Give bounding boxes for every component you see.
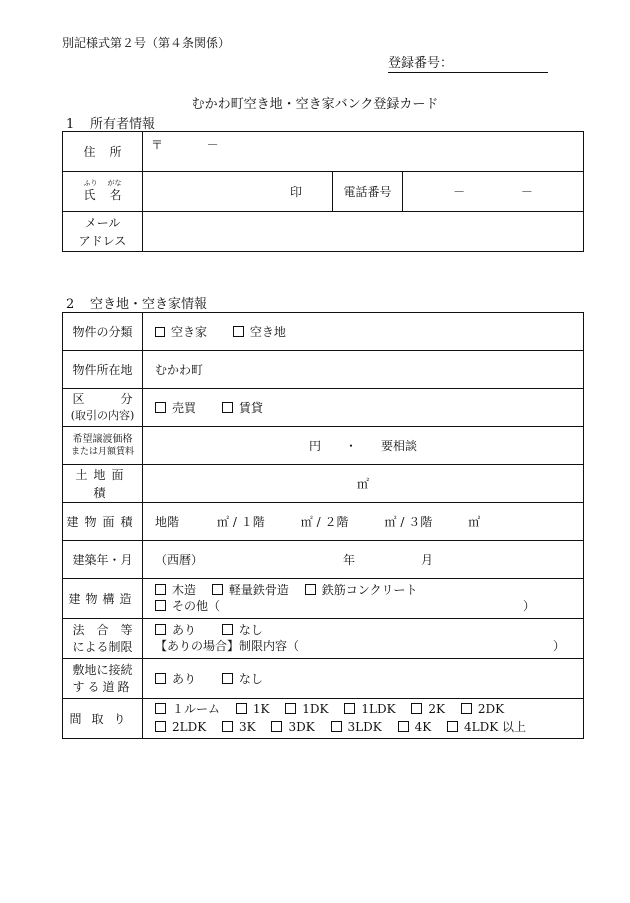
layout-row bbox=[63, 699, 584, 739]
layout-option[interactable]: 4LDK 以上 bbox=[447, 720, 526, 734]
layout-label: 間取り bbox=[63, 699, 143, 739]
layout-options-row-2 bbox=[155, 719, 583, 736]
name-ruby-1: ふり bbox=[83, 178, 98, 187]
structure-wood-option[interactable]: 木造 bbox=[155, 583, 196, 597]
section-1-title: 所有者情報 bbox=[90, 117, 156, 132]
section-1-number: 1 bbox=[66, 117, 75, 132]
form-number: 別記様式第２号（第４条関係） bbox=[62, 36, 231, 50]
checkbox-icon[interactable] bbox=[233, 326, 244, 337]
phone-dash-1: － bbox=[453, 185, 466, 199]
checkbox-icon[interactable] bbox=[461, 703, 472, 714]
road-yes-option[interactable]: あり bbox=[155, 672, 196, 686]
checkbox-icon[interactable] bbox=[398, 721, 409, 732]
section-2-heading bbox=[66, 293, 207, 312]
building-area-field[interactable]: 地階 ㎡ / １階 ㎡ / ２階 ㎡ / ３階 ㎡ bbox=[143, 503, 584, 541]
layout-options-row-1 bbox=[155, 701, 583, 718]
layout-option[interactable]: 1DK bbox=[285, 702, 328, 716]
postal-mark: 〒 bbox=[151, 138, 164, 152]
classification-row bbox=[63, 313, 584, 351]
checkbox-icon[interactable] bbox=[155, 600, 166, 611]
checkbox-icon[interactable] bbox=[285, 703, 296, 714]
name-field[interactable] bbox=[143, 172, 333, 212]
checkbox-icon[interactable] bbox=[305, 584, 316, 595]
category-rent-option[interactable]: 賃貸 bbox=[222, 401, 263, 415]
land-area-field[interactable]: ㎡ bbox=[143, 465, 584, 503]
price-row bbox=[63, 427, 584, 465]
checkbox-icon[interactable] bbox=[212, 584, 223, 595]
structure-row bbox=[63, 579, 584, 619]
location-row bbox=[63, 351, 584, 389]
document-title: むかわ町空き地・空き家バンク登録カード bbox=[191, 97, 439, 112]
layout-option[interactable]: 2LDK bbox=[155, 720, 206, 734]
checkbox-icon[interactable] bbox=[222, 402, 233, 413]
checkbox-icon[interactable] bbox=[236, 703, 247, 714]
price-field[interactable]: 円 ・ 要相談 bbox=[143, 427, 584, 465]
section-2-number: 2 bbox=[66, 297, 75, 312]
name-label: ふり がな 氏 名 bbox=[63, 172, 143, 212]
checkbox-icon[interactable] bbox=[155, 624, 166, 635]
checkbox-icon[interactable] bbox=[155, 721, 166, 732]
checkbox-icon[interactable] bbox=[271, 721, 282, 732]
checkbox-icon[interactable] bbox=[222, 624, 233, 635]
owner-info-table bbox=[62, 131, 584, 252]
restrictions-yes-option[interactable]: あり bbox=[155, 623, 196, 637]
section-1-heading bbox=[66, 113, 155, 132]
building-area-label: 建物面積 bbox=[63, 503, 143, 541]
checkbox-icon[interactable] bbox=[155, 584, 166, 595]
road-row bbox=[63, 659, 584, 699]
classification-vacant-house-option[interactable]: 空き家 bbox=[155, 325, 207, 339]
checkbox-icon[interactable] bbox=[344, 703, 355, 714]
layout-option[interactable]: 4K bbox=[398, 720, 432, 734]
section-2-title: 空き地・空き家情報 bbox=[90, 297, 208, 312]
built-date-field[interactable]: （西暦） 年 月 bbox=[143, 541, 584, 579]
postal-dash: － bbox=[206, 138, 219, 152]
layout-option[interactable]: 2DK bbox=[461, 702, 504, 716]
restrictions-no-option[interactable]: なし bbox=[222, 623, 263, 637]
land-area-label bbox=[63, 465, 143, 503]
checkbox-icon[interactable] bbox=[222, 673, 233, 684]
phone-field[interactable] bbox=[403, 172, 584, 212]
category-label: 区 分 (取引の内容) bbox=[63, 389, 143, 427]
price-label: 希望譲渡価格 または月額賃料 bbox=[63, 427, 143, 465]
location-label: 物件所在地 bbox=[63, 351, 143, 389]
address-field[interactable] bbox=[143, 132, 584, 172]
checkbox-icon[interactable] bbox=[222, 721, 233, 732]
location-field[interactable] bbox=[143, 351, 584, 389]
structure-label: 建物構造 bbox=[63, 579, 143, 619]
road-label: 敷地に接続 する道路 bbox=[63, 659, 143, 699]
layout-option[interactable]: 3K bbox=[222, 720, 256, 734]
structure-reinforced-concrete-option[interactable]: 鉄筋コンクリート bbox=[305, 583, 418, 597]
checkbox-icon[interactable] bbox=[155, 402, 166, 413]
checkbox-icon[interactable] bbox=[447, 721, 458, 732]
email-field[interactable] bbox=[143, 212, 584, 252]
land-area-label-text: 土地面積 bbox=[75, 467, 130, 500]
layout-option[interactable]: 1K bbox=[236, 702, 270, 716]
built-date-label: 建築年・月 bbox=[63, 541, 143, 579]
property-info-table bbox=[62, 312, 584, 739]
name-row bbox=[63, 172, 584, 212]
layout-option[interactable]: 1LDK bbox=[344, 702, 395, 716]
classification-vacant-lot-option[interactable]: 空き地 bbox=[233, 325, 286, 339]
phone-label: 電話番号 bbox=[333, 172, 403, 212]
road-no-option[interactable]: なし bbox=[222, 672, 263, 686]
email-label: メール アドレス bbox=[63, 212, 143, 252]
address-row bbox=[63, 132, 584, 172]
category-sale-option[interactable]: 売買 bbox=[155, 401, 196, 415]
phone-dash-2: － bbox=[520, 185, 533, 199]
structure-light-steel-option[interactable]: 軽量鉄骨造 bbox=[212, 583, 289, 597]
checkbox-icon[interactable] bbox=[155, 673, 166, 684]
checkbox-icon[interactable] bbox=[331, 721, 342, 732]
classification-label: 物件の分類 bbox=[63, 313, 143, 351]
layout-option[interactable]: １ルーム bbox=[155, 702, 220, 716]
location-value: むかわ町 bbox=[155, 363, 204, 377]
checkbox-icon[interactable] bbox=[411, 703, 422, 714]
registration-number-label: 登録番号： bbox=[388, 56, 454, 71]
layout-option[interactable]: 2K bbox=[411, 702, 445, 716]
building-area-row bbox=[63, 503, 584, 541]
land-area-row bbox=[63, 465, 584, 503]
checkbox-icon[interactable] bbox=[155, 703, 166, 714]
layout-option[interactable]: 3DK bbox=[271, 720, 314, 734]
address-label: 住 所 bbox=[63, 132, 143, 172]
name-ruby-2: がな bbox=[107, 178, 122, 187]
checkbox-icon[interactable] bbox=[155, 327, 165, 337]
email-row bbox=[63, 212, 584, 252]
structure-other-option[interactable]: その他（ ） bbox=[155, 599, 583, 615]
built-date-row bbox=[63, 541, 584, 579]
restrictions-row bbox=[63, 619, 584, 659]
category-row bbox=[63, 389, 584, 427]
seal-mark: 印 bbox=[289, 185, 302, 199]
restrictions-label: 法 合 等 による制限 bbox=[63, 619, 143, 659]
layout-option[interactable]: 3LDK bbox=[331, 720, 382, 734]
registration-number-field[interactable] bbox=[388, 52, 548, 73]
restrictions-detail-field[interactable]: 【ありの場合】制限内容（ ） bbox=[155, 638, 565, 653]
